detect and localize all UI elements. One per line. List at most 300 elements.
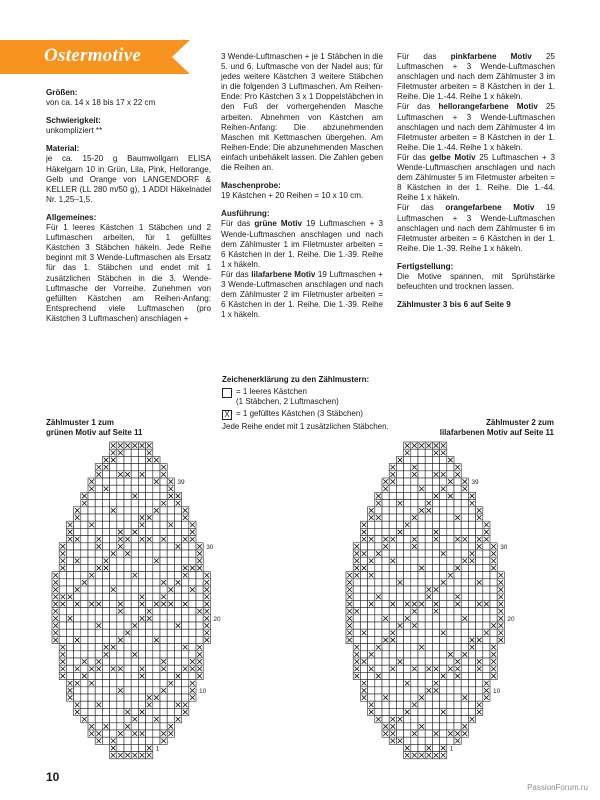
grid-cell: [189, 600, 196, 607]
grid-cell: [490, 636, 497, 643]
grid-cell: [418, 543, 425, 550]
grid-cell: [153, 622, 160, 629]
grid-cell: [74, 521, 81, 528]
grid-cell: [476, 687, 483, 694]
grid-cell: [88, 672, 95, 679]
grid-cell: [146, 521, 153, 528]
grid-cell: [138, 449, 145, 456]
grid-cell: [360, 600, 367, 607]
grid-cell: [368, 615, 375, 622]
grid-cell: [117, 521, 124, 528]
grid-cell: [411, 521, 418, 528]
grid-cell: [375, 636, 382, 643]
grid-cell: [476, 550, 483, 557]
grid-cell: [396, 514, 403, 521]
grid-cell: [461, 550, 468, 557]
grid-cell: [432, 456, 439, 463]
grid-cell: [117, 572, 124, 579]
grid-cell: [146, 572, 153, 579]
grid-cell: [131, 485, 138, 492]
grid-cell: [396, 521, 403, 528]
grid-cell: [110, 557, 117, 564]
grid-cell: [153, 658, 160, 665]
grid-cell: [146, 471, 153, 478]
grid-cell: [66, 572, 73, 579]
grid-cell: [382, 564, 389, 571]
grid-cell: [131, 593, 138, 600]
grid-cell: [182, 651, 189, 658]
grid-cell: [447, 687, 454, 694]
grid-cell: [461, 708, 468, 715]
grid-cell: [432, 500, 439, 507]
grid-cell: [146, 543, 153, 550]
grid-cell: [389, 701, 396, 708]
grid-cell: [95, 586, 102, 593]
grid-cell: [440, 615, 447, 622]
grid-cell: [454, 644, 461, 651]
grid-cell: [360, 672, 367, 679]
grid-cell: [189, 629, 196, 636]
grid-cell: [404, 636, 411, 643]
grid-cell: [411, 615, 418, 622]
grid-cell: [375, 615, 382, 622]
grid-cell: [411, 528, 418, 535]
grid-cell: [131, 449, 138, 456]
grid-cell: [131, 579, 138, 586]
grid-cell: [432, 550, 439, 557]
grid-cell: [131, 471, 138, 478]
grid-cell: [153, 543, 160, 550]
grid-cell: [454, 636, 461, 643]
grid-cell: [425, 615, 432, 622]
grid-cell: [81, 615, 88, 622]
grid-cell: [189, 615, 196, 622]
grid-cell: [418, 680, 425, 687]
grid-cell: [88, 536, 95, 543]
grid-cell: [353, 615, 360, 622]
grid-cell: [110, 716, 117, 723]
grid-cell: [425, 644, 432, 651]
grid-cell: [368, 586, 375, 593]
grid-cell: [425, 449, 432, 456]
grid-cell: [153, 737, 160, 744]
grid-cell: [432, 543, 439, 550]
grid-cell: [153, 651, 160, 658]
grid-cell: [81, 687, 88, 694]
grid-cell: [490, 572, 497, 579]
grid-cell: [418, 701, 425, 708]
grid-cell: [146, 716, 153, 723]
grid-cell: [153, 586, 160, 593]
grid-cell: [425, 737, 432, 744]
grid-cell: [425, 694, 432, 701]
grid-cell: [81, 593, 88, 600]
grid-cell: [124, 644, 131, 651]
grid-cell: [182, 636, 189, 643]
grid-cell: [396, 687, 403, 694]
zaehlmuster-reference: Zählmuster 3 bis 6 auf Seite 9: [397, 300, 511, 310]
grid-cell: [196, 636, 203, 643]
grid-cell: [160, 629, 167, 636]
grid-cell: [146, 708, 153, 715]
grid-cell: [375, 507, 382, 514]
pink-instructions: Für das pinkfarbene Motiv 25 Luftmaschen + 3 Wende-Luftmaschen anschlagen und nach dem Zählmuster 3 im Filetmuster arbeiten = 8 Kästchen in der 1. Reihe. Die 1.-44. Reihe 1 x häkeln.: [397, 52, 555, 102]
grid-cell: [95, 615, 102, 622]
grid-cell: [368, 672, 375, 679]
grid-cell: [382, 644, 389, 651]
grid-cell: [124, 665, 131, 672]
grid-cell: [353, 579, 360, 586]
grid-cell: [425, 629, 432, 636]
grid-cell: [182, 680, 189, 687]
grid-cell: [160, 608, 167, 615]
grid-cell: [447, 564, 454, 571]
grid-cell: [138, 500, 145, 507]
grid-cell: [146, 629, 153, 636]
grid-cell: [468, 615, 475, 622]
grid-cell: [138, 636, 145, 643]
grid-cell: [454, 694, 461, 701]
grid-cell: [102, 492, 109, 499]
grid-cell: [375, 543, 382, 550]
grid-cell: [124, 600, 131, 607]
grid-cell: [411, 644, 418, 651]
grid-cell: [182, 658, 189, 665]
grid-cell: [88, 579, 95, 586]
grid-cell: [461, 564, 468, 571]
grid-cell: [189, 579, 196, 586]
grid-cell: [146, 622, 153, 629]
grid-cell: [432, 708, 439, 715]
grid-cell: [88, 586, 95, 593]
grid-cell: [110, 572, 117, 579]
grid-cell: [440, 564, 447, 571]
grid-cell: [382, 672, 389, 679]
grid-cell: [174, 687, 181, 694]
grid-cell: [124, 456, 131, 463]
grid-cell: [454, 521, 461, 528]
grid-cell: [483, 636, 490, 643]
grid-cell: [454, 622, 461, 629]
grid-cell: [74, 615, 81, 622]
grid-cell: [404, 536, 411, 543]
page-number: 10: [46, 770, 60, 784]
grid-cell: [131, 521, 138, 528]
grid-cell: [404, 550, 411, 557]
grid-cell: [124, 701, 131, 708]
grid-cell: [483, 658, 490, 665]
grid-cell: [88, 507, 95, 514]
grid-cell: [153, 608, 160, 615]
grid-cell: [382, 521, 389, 528]
grid-cell: [88, 543, 95, 550]
grid-cell: [411, 456, 418, 463]
grid-cell: [476, 521, 483, 528]
legend-full-row: [222, 409, 389, 420]
grid-cell: [440, 680, 447, 687]
grid-cell: [411, 492, 418, 499]
grid-cell: [124, 658, 131, 665]
grid-cell: [389, 615, 396, 622]
grid-cell: [468, 694, 475, 701]
grid-cell: [368, 543, 375, 550]
grid-cell: [461, 608, 468, 615]
grid-cell: [131, 608, 138, 615]
grid-cell: [382, 514, 389, 521]
grid-cell: [146, 730, 153, 737]
grid-cell: [146, 593, 153, 600]
grid-cell: [153, 708, 160, 715]
grid-cell: [102, 550, 109, 557]
grid-cell: [396, 608, 403, 615]
grid-cell: [117, 564, 124, 571]
grid-cell: [382, 687, 389, 694]
grid-cell: [88, 514, 95, 521]
grid-cell: [196, 586, 203, 593]
grid-cell: [81, 708, 88, 715]
grid-cell: [138, 456, 145, 463]
grid-cell: [396, 651, 403, 658]
grid-cell: [124, 593, 131, 600]
grid-cell: [418, 737, 425, 744]
grid-cell: [368, 593, 375, 600]
grid-cell: [389, 572, 396, 579]
grid-cell: [404, 672, 411, 679]
grid-cell: [382, 651, 389, 658]
grid-cell: [102, 687, 109, 694]
grid-cell: [153, 492, 160, 499]
grid-cell: [74, 622, 81, 629]
grid-cell: [160, 492, 167, 499]
grid-cell: [375, 579, 382, 586]
grid-cell: [146, 687, 153, 694]
grid-cell: [447, 737, 454, 744]
grid-cell: [110, 543, 117, 550]
grid-cell: [418, 579, 425, 586]
grid-cell: [59, 615, 66, 622]
grid-cell: [425, 600, 432, 607]
grid-cell: [411, 478, 418, 485]
grid-cell: [490, 586, 497, 593]
grid-cell: [167, 579, 174, 586]
grid-cell: [454, 543, 461, 550]
grid-cell: [110, 615, 117, 622]
grid-cell: [146, 557, 153, 564]
grid-cell: [440, 586, 447, 593]
grid-cell: [66, 579, 73, 586]
grid-cell: [160, 672, 167, 679]
grid-cell: [110, 636, 117, 643]
grid-cell: [447, 701, 454, 708]
grid-cell: [174, 521, 181, 528]
grid-cell: [411, 586, 418, 593]
grid-cell: [138, 492, 145, 499]
grid-cell: [425, 572, 432, 579]
grid-cell: [138, 586, 145, 593]
grid-cell: [138, 478, 145, 485]
grid-cell: [382, 716, 389, 723]
grid-cell: [411, 694, 418, 701]
grid-cell: [461, 514, 468, 521]
filled-box-icon: X: [222, 410, 232, 420]
grid-cell: [110, 564, 117, 571]
grid-cell: [461, 665, 468, 672]
grid-cell: [404, 514, 411, 521]
legend-note: Jede Reihe endet mit 1 zusätzlichen Stäbchen.: [222, 422, 389, 431]
grid-cell: [153, 680, 160, 687]
grid-cell: [389, 521, 396, 528]
grid-cell: [382, 600, 389, 607]
grid-cell: [368, 680, 375, 687]
grid-cell: [404, 456, 411, 463]
grid-cell: [476, 651, 483, 658]
grid-cell: [153, 564, 160, 571]
grid-cell: [411, 572, 418, 579]
grid-cell: [418, 651, 425, 658]
grid-cell: [375, 536, 382, 543]
grid-cell: [110, 608, 117, 615]
grid-cell: [418, 658, 425, 665]
grid-cell: [454, 651, 461, 658]
grid-cell: [131, 600, 138, 607]
grid-cell: [124, 622, 131, 629]
grid-cell: [110, 730, 117, 737]
row-number-label: 39: [471, 479, 479, 486]
grid-cell: [375, 701, 382, 708]
grid-cell: [368, 521, 375, 528]
grid-cell: [447, 471, 454, 478]
grid-cell: [95, 680, 102, 687]
grid-cell: [432, 651, 439, 658]
grid-cell: [124, 615, 131, 622]
grid-cell: [447, 694, 454, 701]
grid-cell: [81, 564, 88, 571]
grid-cell: [368, 687, 375, 694]
grid-cell: [88, 622, 95, 629]
grid-cell: [454, 723, 461, 730]
grid-cell: [124, 579, 131, 586]
grid-cell: [483, 615, 490, 622]
grid-cell: [425, 636, 432, 643]
grid-cell: [432, 658, 439, 665]
row-number-label: 1: [155, 745, 160, 753]
grid-cell: [66, 543, 73, 550]
grid-cell: [432, 485, 439, 492]
column-middle: [221, 52, 383, 320]
grid-cell: [146, 644, 153, 651]
grid-cell: [102, 536, 109, 543]
grid-cell: [124, 744, 131, 751]
grid-cell: [131, 500, 138, 507]
grid-cell: [146, 464, 153, 471]
allgemeines-text: Für 1 leeres Kästchen 1 Stäbchen und 2 Luftmaschen arbeiten, für 1 gefülltes Kästchen 3 Stäbchen häkeln. Jede Reihe beginnt mit 3 Wende-Luftmaschen als Ersatz für das 1. Stäbchen und endet mit 1 zusätzlichen Stäbchen in die 3. Wende-Luftmasche der Vorreihe. Zunehmen von gefüllten Kästchen am Reihen-Anfang: Entsprechend viele Luftmaschen (pro Kästchen 3 Luftmaschen) anschlagen +: [46, 223, 211, 323]
fertigstellung-text: Die Motive spannen, mit Sprühstärke befeuchten und trocknen lassen.: [397, 271, 555, 292]
grid-cell: [81, 680, 88, 687]
grid-cell: [454, 615, 461, 622]
grid-cell: [476, 564, 483, 571]
grid-cell: [153, 464, 160, 471]
grid-cell: [461, 629, 468, 636]
grid-cell: [146, 665, 153, 672]
grid-cell: [153, 593, 160, 600]
grid-cell: [447, 536, 454, 543]
grid-cell: [389, 564, 396, 571]
grid-cell: [74, 564, 81, 571]
grid-cell: [81, 521, 88, 528]
grid-cell: [189, 672, 196, 679]
grid-cell: [454, 507, 461, 514]
grid-cell: [182, 622, 189, 629]
grid-cell: [440, 723, 447, 730]
grid-cell: [81, 694, 88, 701]
grid-cell: [167, 550, 174, 557]
grid-cell: [138, 528, 145, 535]
grid-cell: [117, 586, 124, 593]
grid-cell: [174, 514, 181, 521]
grid-cell: [440, 716, 447, 723]
grid-cell: [88, 629, 95, 636]
grid-cell: [382, 708, 389, 715]
grid-cell: [425, 564, 432, 571]
grid-cell: [124, 651, 131, 658]
grid-cell: [95, 672, 102, 679]
grid-cell: [404, 593, 411, 600]
grid-cell: [124, 564, 131, 571]
grid-cell: [110, 680, 117, 687]
grid-cell: [382, 622, 389, 629]
grid-cell: [189, 636, 196, 643]
grid-cell: [432, 629, 439, 636]
grid-cell: [167, 608, 174, 615]
grid-cell: [167, 644, 174, 651]
grid-cell: [88, 701, 95, 708]
grid-cell: [110, 622, 117, 629]
grid-cell: [88, 593, 95, 600]
grid-cell: [396, 694, 403, 701]
grid-cell: [102, 478, 109, 485]
grid-cell: [483, 644, 490, 651]
grid-cell: [404, 572, 411, 579]
grid-cell: [375, 586, 382, 593]
grid-cell: [404, 557, 411, 564]
grid-cell: [138, 550, 145, 557]
grid-cell: [454, 687, 461, 694]
grid-cell: [396, 600, 403, 607]
grid-cell: [418, 593, 425, 600]
grid-cell: [102, 629, 109, 636]
grid-cell: [117, 644, 124, 651]
grid-cell: [411, 658, 418, 665]
grid-cell: [396, 629, 403, 636]
grid-cell: [418, 536, 425, 543]
grid-cell: [432, 615, 439, 622]
grid-cell: [461, 622, 468, 629]
grid-cell: [447, 543, 454, 550]
grid-cell: [146, 579, 153, 586]
grid-cell: [425, 701, 432, 708]
grid-cell: [160, 680, 167, 687]
grid-cell: [81, 528, 88, 535]
grid-cell: [432, 644, 439, 651]
grid-cell: [375, 521, 382, 528]
legend-empty-label: = 1 leeres Kästchen: [236, 387, 307, 396]
grid-cell: [131, 658, 138, 665]
grid-cell: [468, 680, 475, 687]
grid-cell: [138, 572, 145, 579]
grid-cell: [411, 564, 418, 571]
grid-cell: [461, 586, 468, 593]
grid-cell: [440, 694, 447, 701]
